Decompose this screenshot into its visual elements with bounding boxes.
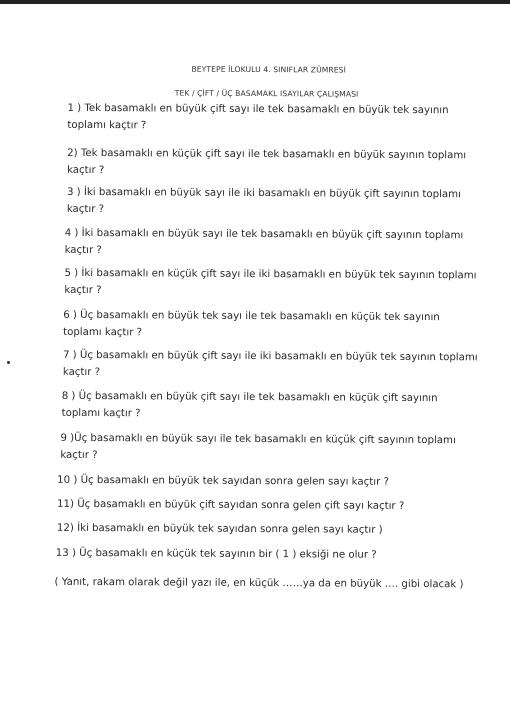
question-2 xyxy=(67,145,466,181)
question-line: 6 ) Üç basamaklı en büyük tek sayı ile tek basamaklı en küçük tek sayının xyxy=(63,309,440,324)
question-13 xyxy=(56,545,377,564)
question-line: 13 ) Üç basamaklı en küçük tek sayının bir ( 1 ) eksiği ne olur ? xyxy=(55,547,377,561)
worksheet-title: TEK / ÇİFT / ÜÇ BASAMAKL ISAYILAR ÇALIŞMASI xyxy=(174,88,359,99)
question-8 xyxy=(62,388,438,424)
question-line: 3 ) İki basamaklı en büyük sayı ile iki basamaklı en büyük çift sayının toplamı xyxy=(66,186,461,201)
question-line: kaçtır ? xyxy=(60,449,98,462)
question-12 xyxy=(57,520,383,539)
question-line: toplamı kaçtır ? xyxy=(67,119,147,132)
question-line: toplamı kaçtır ? xyxy=(63,326,143,339)
question-line: 2) Tek basamaklı en küçük çift sayı ile tek basamaklı en büyük sayının toplamı xyxy=(67,147,467,162)
question-line: 9 )Üç basamaklı en büyük sayı ile tek basamaklı en küçük çift sayının toplamı xyxy=(60,432,456,447)
question-line: kaçtır ? xyxy=(64,284,102,297)
instruction-line: ( Yanıt, rakam olarak değil yazı ile, en küçük ……ya da en büyük …. gibi olacak ) xyxy=(54,576,464,591)
question-line: kaçtır ? xyxy=(64,244,102,257)
question-line: 12) İki basamaklı en büyük tek sayıdan sonra gelen sayı kaçtır ) xyxy=(56,522,383,536)
question-1 xyxy=(67,100,448,136)
question-line: 5 ) İki basamaklı en küçük çift sayı ile iki basamaklı en büyük tek sayının toplamı xyxy=(64,267,477,282)
scan-speck xyxy=(7,361,10,364)
question-5 xyxy=(64,265,476,302)
question-line: 1 ) Tek basamaklı en büyük çift sayı ile tek basamaklı en büyük tek sayının xyxy=(67,102,449,117)
question-4 xyxy=(65,225,464,261)
question-9 xyxy=(60,430,456,466)
question-line: 4 ) İki basamaklı en büyük sayı ile tek basamaklı en büyük çift sayının toplamı xyxy=(64,227,464,242)
question-line: 10 ) Üç basamaklı en büyük tek sayıdan sonra gelen sayı kaçtır ? xyxy=(57,474,389,488)
question-6 xyxy=(63,307,440,343)
question-line: toplamı kaçtır ? xyxy=(61,407,141,420)
question-11 xyxy=(57,496,404,515)
question-3 xyxy=(67,184,461,220)
question-10 xyxy=(57,472,389,491)
question-7 xyxy=(63,347,478,384)
question-line: kaçtır ? xyxy=(66,203,105,216)
question-line: kaçtır ? xyxy=(67,164,105,177)
answer-instruction xyxy=(55,574,464,593)
school-header: BEYTEPE İLOKULU 4. SINIFLAR ZÜMRESİ xyxy=(191,64,346,75)
question-line: 7 ) Üç basamaklı en büyük çift sayı ile iki basamaklı en büyük tek sayının toplamı xyxy=(62,349,478,364)
question-line: 11) Üç basamaklı en büyük çift sayıdan sonra gelen çift sayı kaçtır ? xyxy=(57,498,405,512)
question-line: kaçtır ? xyxy=(62,366,101,379)
question-line: 8 ) Üç basamaklı en büyük çift sayı ile tek basamaklı en küçük çift sayının xyxy=(61,390,438,405)
